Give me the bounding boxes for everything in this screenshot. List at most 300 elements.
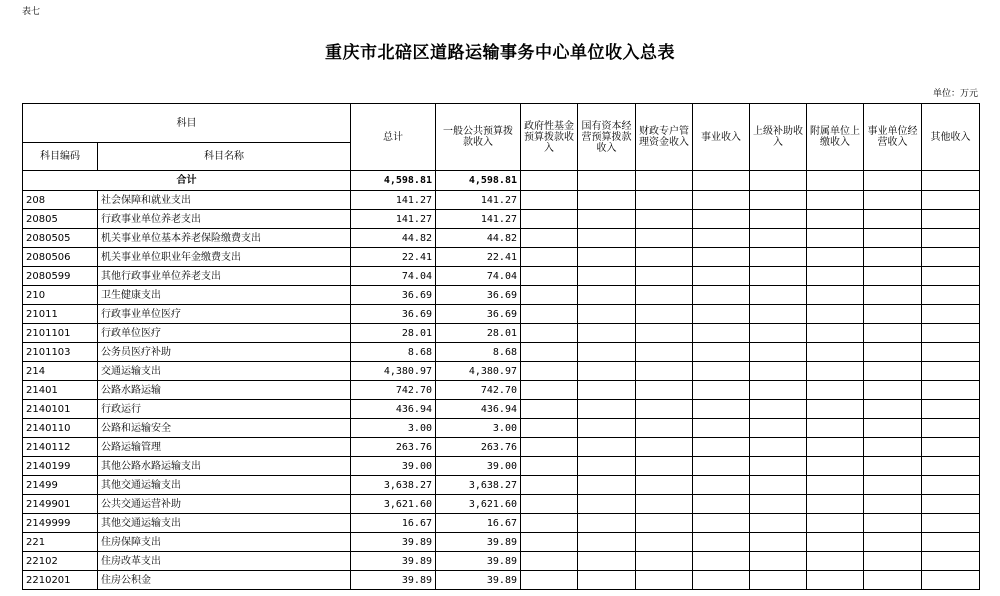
general-budget-cell: 36.69 [436, 286, 521, 305]
empty-cell [521, 400, 578, 419]
empty-cell [922, 362, 980, 381]
empty-cell [750, 514, 807, 533]
empty-cell [807, 457, 864, 476]
empty-cell [578, 514, 636, 533]
empty-cell [750, 191, 807, 210]
subject-name-cell: 卫生健康支出 [98, 286, 351, 305]
general-budget-cell: 263.76 [436, 438, 521, 457]
empty-cell [922, 419, 980, 438]
empty-cell [922, 381, 980, 400]
empty-cell [693, 457, 750, 476]
table-number-label: 表七 [22, 7, 41, 17]
empty-cell [636, 324, 693, 343]
subject-name-cell: 机关事业单位基本养老保险缴费支出 [98, 229, 351, 248]
empty-cell [578, 457, 636, 476]
empty-cell [864, 495, 922, 514]
empty-cell [693, 343, 750, 362]
empty-cell [807, 495, 864, 514]
table-row [23, 324, 980, 343]
subject-code-cell: 21011 [23, 305, 98, 324]
total-cell: 436.94 [351, 400, 436, 419]
subject-name-cell: 交通运输支出 [98, 362, 351, 381]
empty-cell [578, 533, 636, 552]
empty-cell [521, 514, 578, 533]
page-title: 重庆市北碚区道路运输事务中心单位收入总表 [325, 43, 675, 63]
empty-cell [693, 324, 750, 343]
table-row [23, 438, 980, 457]
empty-cell [636, 514, 693, 533]
header-other-income: 其他收入 [922, 104, 980, 171]
subject-code-cell: 2080506 [23, 248, 98, 267]
empty-cell [750, 381, 807, 400]
empty-cell [693, 362, 750, 381]
subject-code-cell: 2140101 [23, 400, 98, 419]
subject-name-cell: 住房改革支出 [98, 552, 351, 571]
empty-cell [750, 305, 807, 324]
header-general-budget: 一般公共预算拨款收入 [436, 104, 521, 171]
subject-code-cell: 2140110 [23, 419, 98, 438]
table-row [23, 571, 980, 590]
subject-code-cell: 2210201 [23, 571, 98, 590]
empty-cell [521, 248, 578, 267]
subject-code-cell: 221 [23, 533, 98, 552]
empty-cell [636, 381, 693, 400]
table-row [23, 495, 980, 514]
empty-cell [750, 343, 807, 362]
header-subject-code: 科目编码 [23, 143, 98, 171]
subject-code-cell: 22102 [23, 552, 98, 571]
subject-name-cell: 其他公路水路运输支出 [98, 457, 351, 476]
empty-cell [693, 210, 750, 229]
empty-cell [578, 552, 636, 571]
table-row [23, 191, 980, 210]
general-budget-cell: 8.68 [436, 343, 521, 362]
empty-cell [636, 229, 693, 248]
subject-name-cell: 社会保障和就业支出 [98, 191, 351, 210]
empty-cell [578, 191, 636, 210]
empty-cell [521, 552, 578, 571]
empty-cell [864, 514, 922, 533]
empty-cell [922, 171, 980, 191]
empty-cell [521, 381, 578, 400]
total-cell: 44.82 [351, 229, 436, 248]
subject-code-cell: 210 [23, 286, 98, 305]
empty-cell [922, 324, 980, 343]
subject-code-cell: 2080505 [23, 229, 98, 248]
empty-cell [807, 305, 864, 324]
subject-code-cell: 2140199 [23, 457, 98, 476]
empty-cell [521, 362, 578, 381]
empty-cell [807, 533, 864, 552]
header-row [23, 104, 980, 143]
income-summary-table [22, 103, 980, 590]
empty-cell [922, 305, 980, 324]
empty-cell [864, 267, 922, 286]
empty-cell [807, 229, 864, 248]
subject-name-cell: 行政事业单位医疗 [98, 305, 351, 324]
empty-cell [864, 457, 922, 476]
empty-cell [693, 267, 750, 286]
empty-cell [864, 286, 922, 305]
table-row [23, 362, 980, 381]
total-cell: 39.89 [351, 533, 436, 552]
empty-cell [521, 191, 578, 210]
empty-cell [636, 495, 693, 514]
empty-cell [521, 286, 578, 305]
empty-cell [864, 210, 922, 229]
subject-name-cell: 公路水路运输 [98, 381, 351, 400]
empty-cell [807, 248, 864, 267]
empty-cell [578, 248, 636, 267]
general-budget-cell: 74.04 [436, 267, 521, 286]
empty-cell [922, 210, 980, 229]
empty-cell [750, 476, 807, 495]
general-budget-cell: 36.69 [436, 305, 521, 324]
empty-cell [807, 438, 864, 457]
empty-cell [807, 286, 864, 305]
total-cell: 28.01 [351, 324, 436, 343]
general-budget-cell: 436.94 [436, 400, 521, 419]
total-cell: 22.41 [351, 248, 436, 267]
empty-cell [864, 362, 922, 381]
empty-cell [693, 552, 750, 571]
total-cell: 141.27 [351, 210, 436, 229]
header-operating-income: 事业单位经营收入 [864, 104, 922, 171]
empty-cell [864, 476, 922, 495]
empty-cell [578, 286, 636, 305]
empty-cell [693, 533, 750, 552]
empty-cell [864, 381, 922, 400]
table-row [23, 419, 980, 438]
subject-name-cell: 行政单位医疗 [98, 324, 351, 343]
empty-cell [693, 571, 750, 590]
header-total: 总计 [351, 104, 436, 171]
empty-cell [636, 362, 693, 381]
empty-cell [922, 495, 980, 514]
total-cell: 4,380.97 [351, 362, 436, 381]
empty-cell [750, 362, 807, 381]
empty-cell [864, 419, 922, 438]
empty-cell [693, 171, 750, 191]
empty-cell [693, 476, 750, 495]
empty-cell [750, 438, 807, 457]
empty-cell [693, 248, 750, 267]
empty-cell [636, 457, 693, 476]
general-budget-cell: 141.27 [436, 191, 521, 210]
general-budget-cell: 4,380.97 [436, 362, 521, 381]
general-budget-cell: 141.27 [436, 210, 521, 229]
empty-cell [807, 343, 864, 362]
subject-code-cell: 20805 [23, 210, 98, 229]
empty-cell [578, 571, 636, 590]
table-row [23, 476, 980, 495]
empty-cell [578, 229, 636, 248]
empty-cell [864, 191, 922, 210]
empty-cell [750, 286, 807, 305]
general-budget-cell: 742.70 [436, 381, 521, 400]
empty-cell [922, 248, 980, 267]
empty-cell [922, 476, 980, 495]
empty-cell [864, 171, 922, 191]
empty-cell [521, 457, 578, 476]
subject-name-cell: 公务员医疗补助 [98, 343, 351, 362]
empty-cell [750, 533, 807, 552]
total-row [23, 171, 980, 191]
empty-cell [636, 571, 693, 590]
subject-code-cell: 21499 [23, 476, 98, 495]
header-affiliated-income: 附属单位上缴收入 [807, 104, 864, 171]
table-row [23, 400, 980, 419]
empty-cell [578, 305, 636, 324]
empty-cell [750, 229, 807, 248]
total-cell: 742.70 [351, 381, 436, 400]
subject-name-cell: 机关事业单位职业年金缴费支出 [98, 248, 351, 267]
general-budget-cell: 3,638.27 [436, 476, 521, 495]
empty-cell [693, 191, 750, 210]
empty-cell [750, 400, 807, 419]
total-general-budget: 4,598.81 [436, 171, 521, 191]
table-row [23, 533, 980, 552]
empty-cell [807, 267, 864, 286]
empty-cell [922, 191, 980, 210]
empty-cell [636, 286, 693, 305]
empty-cell [922, 533, 980, 552]
empty-cell [636, 248, 693, 267]
empty-cell [578, 343, 636, 362]
empty-cell [864, 305, 922, 324]
empty-cell [578, 362, 636, 381]
empty-cell [578, 419, 636, 438]
empty-cell [807, 571, 864, 590]
empty-cell [807, 514, 864, 533]
table-row [23, 305, 980, 324]
empty-cell [521, 171, 578, 191]
empty-cell [807, 381, 864, 400]
empty-cell [922, 267, 980, 286]
empty-cell [521, 305, 578, 324]
empty-cell [807, 324, 864, 343]
total-cell: 39.89 [351, 571, 436, 590]
empty-cell [807, 552, 864, 571]
empty-cell [750, 457, 807, 476]
total-cell: 36.69 [351, 286, 436, 305]
subject-code-cell: 21401 [23, 381, 98, 400]
table-row [23, 381, 980, 400]
subject-name-cell: 其他交通运输支出 [98, 514, 351, 533]
empty-cell [636, 400, 693, 419]
empty-cell [521, 495, 578, 514]
subject-name-cell: 其他交通运输支出 [98, 476, 351, 495]
subject-name-cell: 住房公积金 [98, 571, 351, 590]
total-cell: 8.68 [351, 343, 436, 362]
empty-cell [693, 305, 750, 324]
empty-cell [521, 267, 578, 286]
empty-cell [521, 210, 578, 229]
empty-cell [578, 476, 636, 495]
subject-code-cell: 214 [23, 362, 98, 381]
empty-cell [693, 514, 750, 533]
empty-cell [578, 210, 636, 229]
empty-cell [521, 438, 578, 457]
empty-cell [636, 438, 693, 457]
empty-cell [922, 229, 980, 248]
empty-cell [807, 362, 864, 381]
empty-cell [750, 324, 807, 343]
empty-cell [922, 400, 980, 419]
empty-cell [750, 210, 807, 229]
table-row [23, 210, 980, 229]
empty-cell [693, 438, 750, 457]
subject-code-cell: 2101103 [23, 343, 98, 362]
empty-cell [922, 438, 980, 457]
empty-cell [922, 343, 980, 362]
empty-cell [750, 267, 807, 286]
table-row [23, 248, 980, 267]
subject-name-cell: 公路运输管理 [98, 438, 351, 457]
empty-cell [693, 419, 750, 438]
empty-cell [636, 191, 693, 210]
total-amount: 4,598.81 [351, 171, 436, 191]
total-label: 合计 [23, 171, 351, 191]
empty-cell [807, 400, 864, 419]
empty-cell [750, 495, 807, 514]
empty-cell [521, 476, 578, 495]
subject-code-cell: 208 [23, 191, 98, 210]
empty-cell [922, 286, 980, 305]
empty-cell [636, 533, 693, 552]
header-subject: 科目 [23, 104, 351, 143]
total-cell: 39.00 [351, 457, 436, 476]
empty-cell [922, 514, 980, 533]
empty-cell [750, 552, 807, 571]
general-budget-cell: 28.01 [436, 324, 521, 343]
empty-cell [636, 171, 693, 191]
empty-cell [864, 552, 922, 571]
empty-cell [636, 419, 693, 438]
total-cell: 74.04 [351, 267, 436, 286]
empty-cell [578, 171, 636, 191]
empty-cell [750, 571, 807, 590]
general-budget-cell: 16.67 [436, 514, 521, 533]
header-subject-name: 科目名称 [98, 143, 351, 171]
empty-cell [521, 324, 578, 343]
empty-cell [693, 495, 750, 514]
empty-cell [864, 343, 922, 362]
empty-cell [807, 191, 864, 210]
subject-name-cell: 公路和运输安全 [98, 419, 351, 438]
empty-cell [864, 229, 922, 248]
table-row [23, 267, 980, 286]
general-budget-cell: 39.00 [436, 457, 521, 476]
empty-cell [750, 171, 807, 191]
header-gov-fund: 政府性基金预算拨款收入 [521, 104, 578, 171]
subject-code-cell: 2101101 [23, 324, 98, 343]
subject-name-cell: 公共交通运营补助 [98, 495, 351, 514]
table-row [23, 514, 980, 533]
empty-cell [521, 571, 578, 590]
general-budget-cell: 39.89 [436, 571, 521, 590]
empty-cell [636, 210, 693, 229]
header-business-income: 事业收入 [693, 104, 750, 171]
general-budget-cell: 3,621.60 [436, 495, 521, 514]
general-budget-cell: 39.89 [436, 552, 521, 571]
total-cell: 3.00 [351, 419, 436, 438]
header-superior-subsidy: 上级补助收入 [750, 104, 807, 171]
empty-cell [578, 324, 636, 343]
subject-name-cell: 住房保障支出 [98, 533, 351, 552]
empty-cell [578, 495, 636, 514]
general-budget-cell: 3.00 [436, 419, 521, 438]
empty-cell [864, 400, 922, 419]
empty-cell [807, 476, 864, 495]
empty-cell [693, 400, 750, 419]
table-row [23, 552, 980, 571]
empty-cell [922, 457, 980, 476]
empty-cell [636, 476, 693, 495]
table-row [23, 457, 980, 476]
subject-code-cell: 2140112 [23, 438, 98, 457]
empty-cell [636, 552, 693, 571]
general-budget-cell: 39.89 [436, 533, 521, 552]
empty-cell [807, 171, 864, 191]
empty-cell [521, 419, 578, 438]
empty-cell [636, 305, 693, 324]
empty-cell [922, 571, 980, 590]
empty-cell [864, 324, 922, 343]
general-budget-cell: 44.82 [436, 229, 521, 248]
total-cell: 39.89 [351, 552, 436, 571]
empty-cell [864, 533, 922, 552]
empty-cell [521, 229, 578, 248]
empty-cell [807, 419, 864, 438]
empty-cell [864, 571, 922, 590]
empty-cell [521, 343, 578, 362]
total-cell: 3,621.60 [351, 495, 436, 514]
total-cell: 263.76 [351, 438, 436, 457]
total-cell: 141.27 [351, 191, 436, 210]
empty-cell [922, 552, 980, 571]
table-row [23, 343, 980, 362]
empty-cell [693, 381, 750, 400]
subject-name-cell: 行政事业单位养老支出 [98, 210, 351, 229]
table-row [23, 229, 980, 248]
empty-cell [864, 248, 922, 267]
subject-name-cell: 其他行政事业单位养老支出 [98, 267, 351, 286]
total-cell: 36.69 [351, 305, 436, 324]
subject-name-cell: 行政运行 [98, 400, 351, 419]
subject-code-cell: 2149901 [23, 495, 98, 514]
subject-code-cell: 2080599 [23, 267, 98, 286]
general-budget-cell: 22.41 [436, 248, 521, 267]
table-row [23, 286, 980, 305]
empty-cell [521, 533, 578, 552]
empty-cell [750, 248, 807, 267]
header-fiscal-special: 财政专户管理资金收入 [636, 104, 693, 171]
empty-cell [693, 286, 750, 305]
empty-cell [578, 381, 636, 400]
empty-cell [578, 267, 636, 286]
empty-cell [578, 438, 636, 457]
empty-cell [693, 229, 750, 248]
empty-cell [578, 400, 636, 419]
empty-cell [864, 438, 922, 457]
empty-cell [636, 343, 693, 362]
subject-code-cell: 2149999 [23, 514, 98, 533]
header-state-capital: 国有资本经营预算拨款收入 [578, 104, 636, 171]
empty-cell [750, 419, 807, 438]
total-cell: 3,638.27 [351, 476, 436, 495]
unit-label: 单位：万元 [932, 89, 978, 99]
